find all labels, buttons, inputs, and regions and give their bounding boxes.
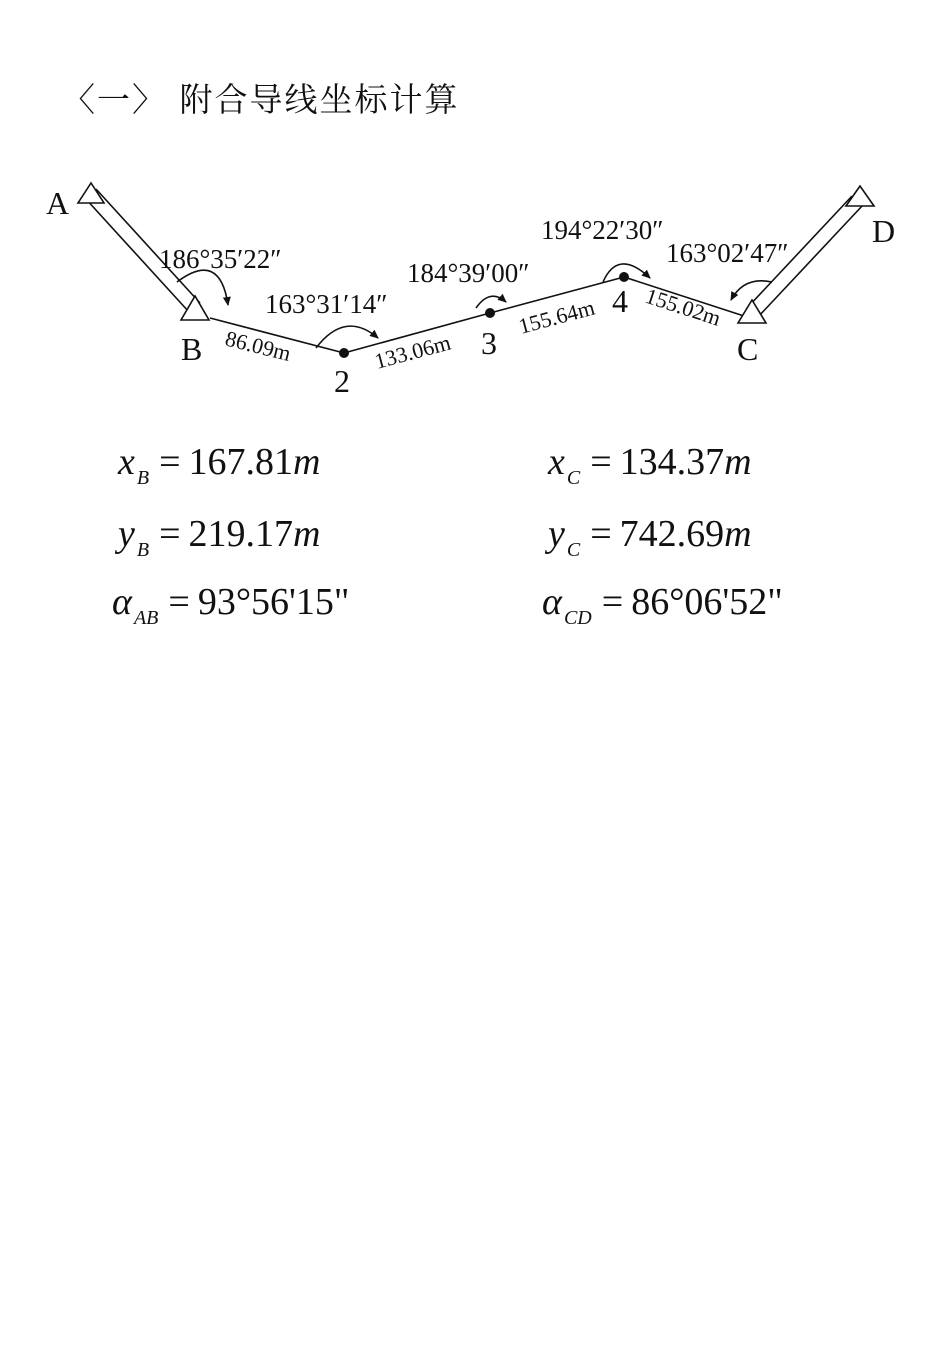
formula-yB: y $_B$ = 219.17m (118, 513, 321, 561)
distance-label-3-4: 155.64m (515, 294, 598, 339)
angle-arc-C (731, 281, 772, 300)
point-2-dot (339, 348, 349, 358)
point-3-dot (485, 308, 495, 318)
distance-label-B-2: 86.09m (222, 325, 294, 366)
angle-label-2: 163°31′14″ (265, 289, 388, 319)
angle-label-4: 194°22′30″ (541, 215, 664, 245)
label-C: C (737, 331, 759, 367)
triangle-C (738, 300, 766, 323)
formula-alpha-AB: α $_{AB}$ = 93°56'15" (112, 581, 350, 629)
point-4-dot (619, 272, 629, 282)
traverse-diagram (0, 0, 952, 420)
label-B: B (181, 331, 203, 367)
angle-arc-3 (476, 296, 506, 308)
angle-label-3: 184°39′00″ (407, 258, 530, 288)
label-D: D (872, 213, 896, 249)
label-2: 2 (334, 363, 350, 399)
angle-arc-B (177, 270, 228, 305)
triangle-D (846, 186, 874, 206)
formula-xB: x $_B$ = 167.81m (118, 441, 321, 489)
label-4: 4 (612, 283, 628, 319)
label-A: A (46, 185, 70, 221)
label-3: 3 (481, 325, 497, 361)
formula-alpha-CD: α $_{CD}$ = 86°06'52" (542, 581, 783, 629)
angle-label-C: 163°02′47″ (666, 238, 789, 268)
formula-yC: y $_C$ = 742.69m (548, 513, 752, 561)
angle-arc-2 (316, 326, 378, 348)
formula-xC: x $_C$ = 134.37m (548, 441, 752, 489)
distance-label-4-C: 155.02m (642, 282, 725, 331)
angle-label-B: 186°35′22″ (159, 244, 282, 274)
page-title: 〈一〉 附合导线坐标计算 (62, 80, 460, 119)
distance-label-2-3: 133.06m (371, 329, 454, 374)
